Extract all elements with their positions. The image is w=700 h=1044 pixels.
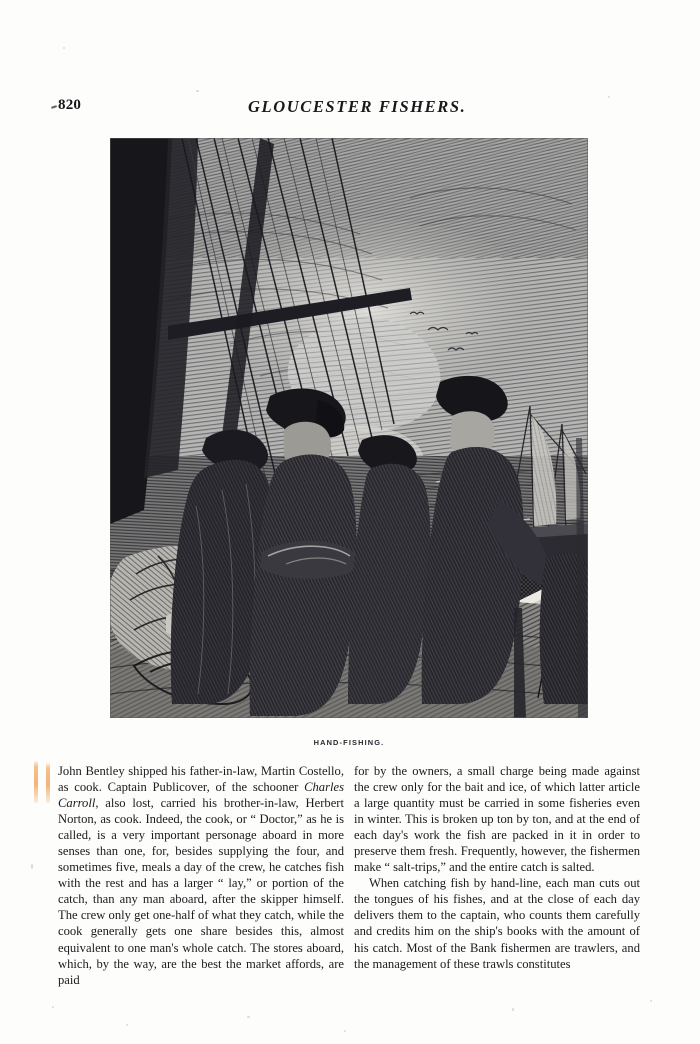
- text-column-left: [58, 763, 344, 988]
- text-column-right: [354, 763, 640, 972]
- engraving-plate: [110, 138, 588, 718]
- paragraph: [58, 763, 344, 988]
- paragraph: [354, 875, 640, 971]
- running-head: [58, 97, 558, 117]
- text-run: , also lost, carried his brother-in-law, Herbert Norton, as cook. Indeed, the cook, or “ Doctor,” as he is called, is a very important personage aboard in more senses than one, for, besides supplying the four, and sometimes five, meals a day of the crew, he catches fish with the rest and has a larger “ lay,” or portion of the catch, than any man aboard, after the skipper himself. The crew only get one-half of what they catch, while the cook generally gets one share besides this, almost equivalent to one man's whole catch. The stores aboard, which, by the way, are the best the market affords, are paid: [58, 796, 344, 987]
- page-title: GLOUCESTER FISHERS.: [248, 97, 467, 116]
- text-run: When catching fish by hand-line, each man cuts out the tongues of his fishes, and at the close of each day delivers them to the captain, who counts them carefully and credits him on the ship's books with the amount of his catch. Most of the Bank fishermen are trawlers, and the management of these trawls constitutes: [354, 876, 640, 971]
- hand-fishing-engraving: [110, 138, 588, 718]
- scan-artifact-mark: [34, 761, 38, 803]
- text-run: for by the owners, a small charge being made against the crew only for the bait and ice, of which latter article a large quantity must be carried in some fisheries even in winter. This is broken up ton by ton, and at the end of each day's work the fish are packed in it in order to preserve them fresh. Frequently, however, the fishermen make “ salt-trips,” and the entire catch is salted.: [354, 764, 640, 875]
- paragraph: [354, 763, 640, 875]
- scan-speck-icon: [51, 105, 57, 109]
- body-text: [58, 763, 648, 1003]
- text-run: John Bentley shipped his father-in-law, Martin Costello, as cook. Captain Publicover, of the schooner: [58, 764, 344, 795]
- page-number: 820: [58, 97, 82, 113]
- scan-artifact-mark: [46, 763, 50, 803]
- illustration-caption: HAND-FISHING.: [313, 738, 385, 747]
- italic-title: Charles Carroll: [58, 780, 344, 811]
- illustration-figure: [110, 138, 588, 747]
